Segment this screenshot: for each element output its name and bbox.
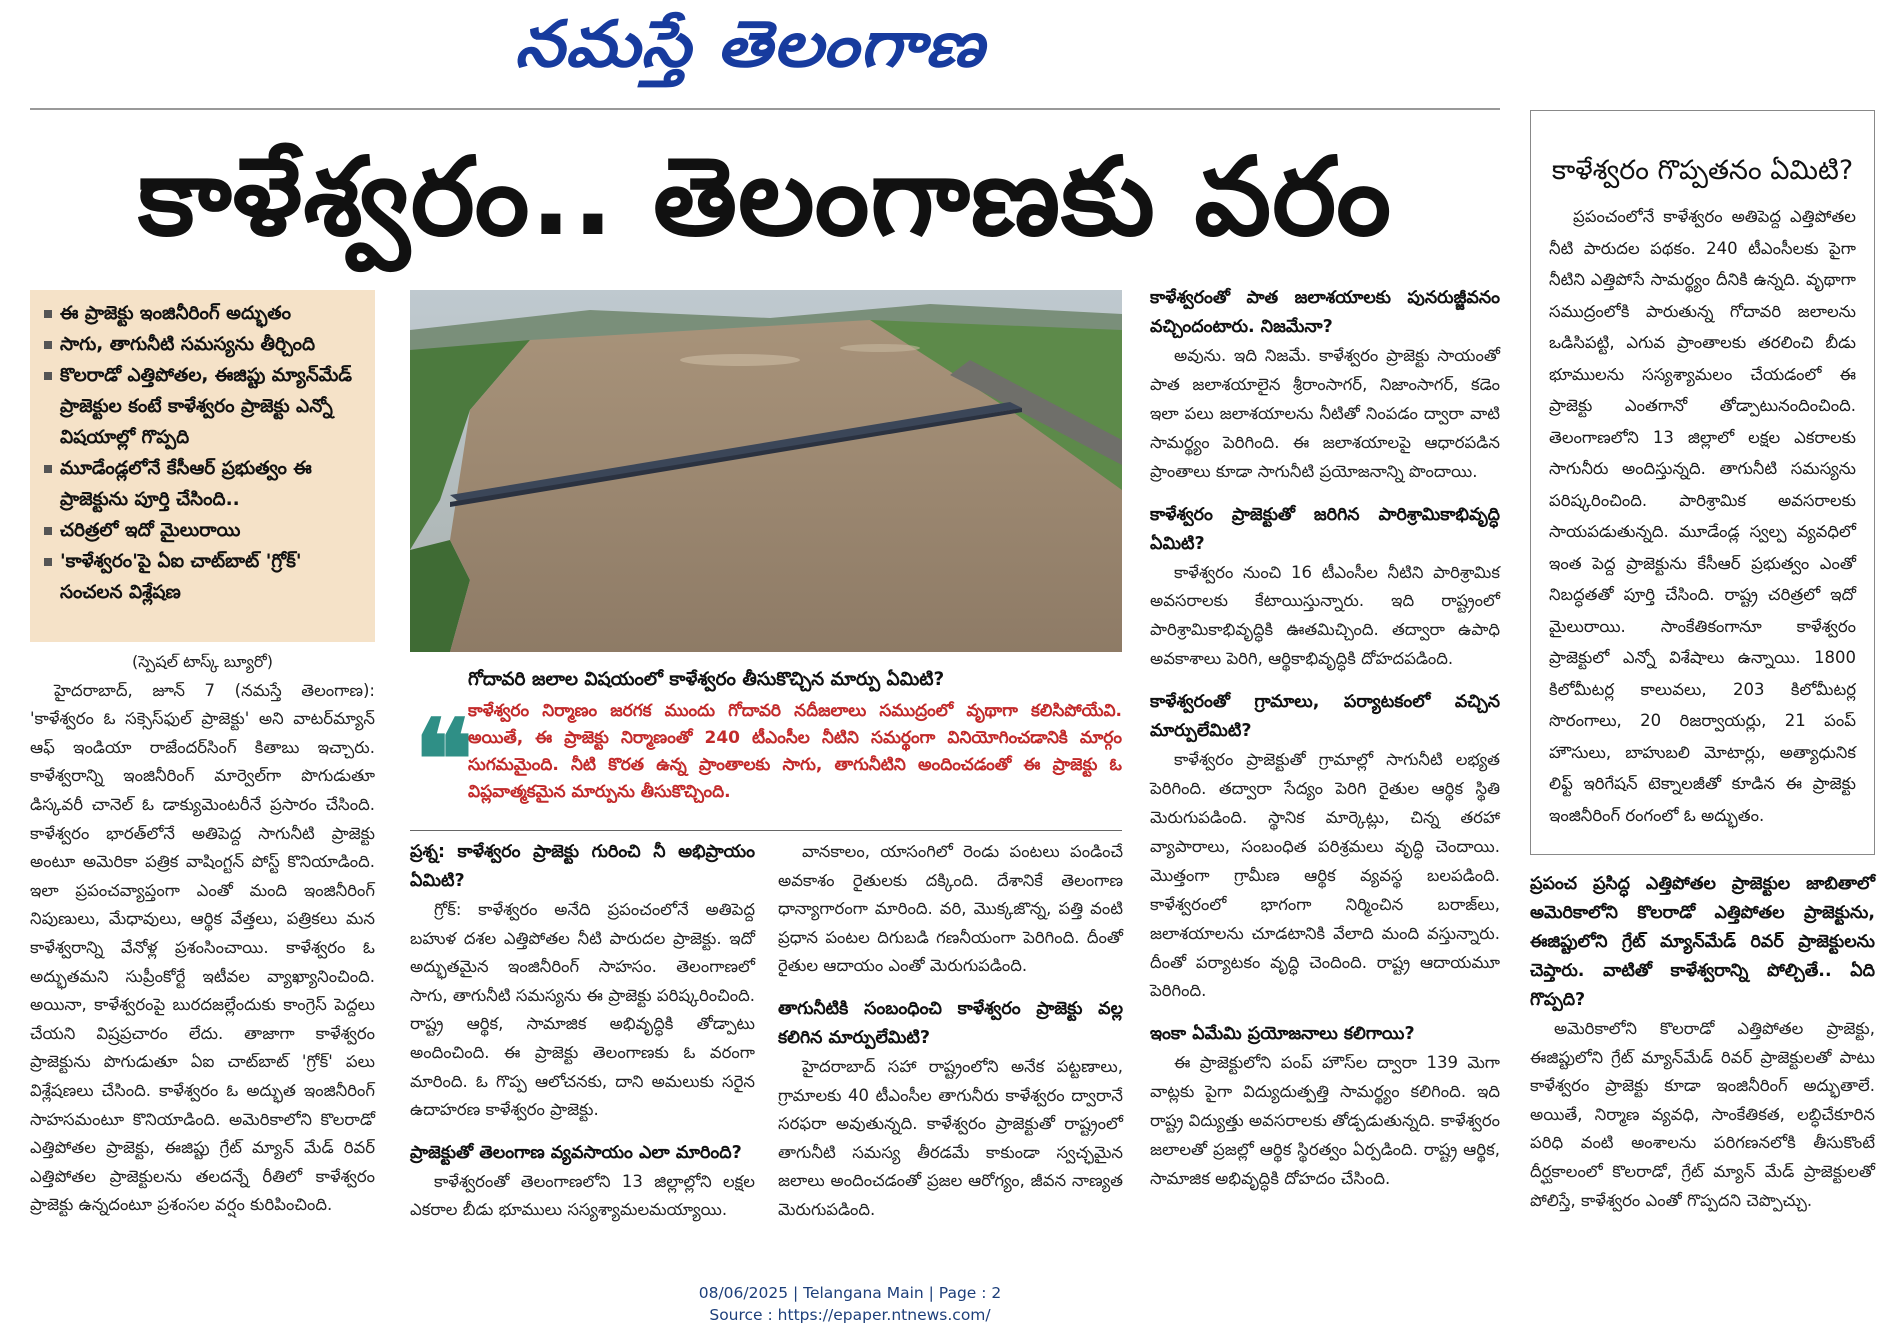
- answer-paragraph: వానకాలం, యాసంగిలో రెండు పంటలు పండించే అవకాశం రైతులకు దక్కింది. దేశానికే తెలంగాణ ధాన్యాగారంగా మారింది. వరి, మొక్కజొన్న, పత్తి వంటి ప్రధాన పంటల దిగుబడి గణనీయంగా పెరిగింది. దీంతో రైతుల ఆదాయం ఎంతో మెరుగుపడింది.: [778, 842, 1123, 976]
- photo-caption: [410, 666, 1122, 826]
- answer-paragraph: ఈ ప్రాజెక్టులోని పంప్ హౌస్‌ల ద్వారా 139 మెగా వాట్లకు పైగా విద్యుదుత్పత్తి సామర్థ్యం కలిగింది. ఇది రాష్ట్ర విద్యుత్తు అవసరాలకు తోడ్పడుతున్నది. కాళేశ్వరం జలాలతో ప్రజల్లో ఆర్థిక స్థిరత్వం ఏర్పడింది. రాష్ట్ర ఆర్థిక, సామాజిక అభివృద్ధికి దోహదం చేసింది.: [1150, 1053, 1500, 1188]
- question-heading: కాళేశ్వరం ప్రాజెక్టుతో జరిగిన పారిశ్రామికాభివృద్ధి ఏమిటి?: [1150, 504, 1500, 554]
- headline: కాళేశ్వరం.. తెలంగాణకు వరం: [138, 135, 1392, 260]
- barrage-photo-illustration: [410, 290, 1122, 652]
- question-heading: ప్రాజెక్టుతో తెలంగాణ వ్యవసాయం ఎలా మారింది?: [410, 1142, 742, 1163]
- question-heading: కాళేశ్వరంతో గ్రామాలు, పర్యాటకంలో వచ్చిన మార్పులేమిటి?: [1150, 692, 1500, 742]
- answer-paragraph: కాళేశ్వరంతో తెలంగాణలోని 13 జిల్లాల్లోని లక్షల ఎకరాల బీడు భూములు సస్యశ్యామలమయ్యాయి.: [410, 1171, 755, 1220]
- answer-paragraph: గ్రోక్: కాళేశ్వరం అనేది ప్రపంచంలోనే అతిపెద్ద బహుళ దశల ఎత్తిపోతల నీటి పారుదల ప్రాజెక్టు. ఇదో అద్భుతమైన ఇంజినీరింగ్ సాహసం. తెలంగాణలో సాగు, తాగునీటి సమస్యను ఈ ప్రాజెక్టు పరిష్కరించింది. రాష్ట్ర ఆర్థిక, సామాజిక అభివృద్ధికి తోడ్పాటు అందించింది. ఈ ప్రాజెక్టు తెలంగాణకు ఓ వరంగా మారింది. ఓ గొప్ప ఆలోచనకు, దాని అమలుకు సరైన ఉదాహరణ కాళేశ్వరం ప్రాజెక్టు.: [410, 900, 755, 1120]
- sidebar-title: కాళేశ్వరం గొప్పతనం ఏమిటి?: [1551, 155, 1854, 186]
- byline: (స్పెషల్ టాస్క్ బ్యూరో): [131, 652, 273, 671]
- answer-paragraph: హైదరాబాద్ సహా రాష్ట్రంలోని అనేక పట్టణాలు, గ్రామాలకు 40 టీఎంసీల తాగునీరు కాళేశ్వరం ద్వారానే సరఫరా అవుతున్నది. కాళేశ్వరం ప్రాజెక్టుతో రాష్ట్రంలో తాగునీటి సమస్య తీరడమే కాకుండా స్వచ్ఛమైన జలాలు అందించడంతో ప్రజల ఆరోగ్యం, జీవన నాణ్యత మెరుగుపడింది.: [778, 1056, 1123, 1219]
- highlight-item: చరిత్రలో ఇదో మైలురాయి: [44, 515, 365, 546]
- masthead: [0, 0, 1500, 100]
- highlight-item: సాగు, తాగునీటి సమస్యను తీర్చింది: [44, 329, 365, 360]
- masthead-logo: నమస్తే తెలంగాణ: [514, 8, 986, 82]
- caption-answer: కాళేశ్వరం నిర్మాణం జరగక ముందు గోదావరి నదీజలాలు సముద్రంలో వృథాగా కలిసిపోయేవి. అయితే, ఈ ప్రాజెక్టు నిర్మాణంతో 240 టీఎంసీల నీటిని సమర్థంగా వినియోగించడానికి మార్గం సుగమమైంది. నీటి కొరత ఉన్న ప్రాంతాలకు సాగు, తాగునీటిని అందించడంతో ఈ ప్రాజెక్టు ఓ విప్లవాత్మకమైన మార్పును తీసుకొచ్చింది.: [468, 701, 1122, 802]
- question-heading: ఇంకా ఏమేమి ప్రయోజనాలు కలిగాయి?: [1150, 1024, 1415, 1045]
- highlights-box: [30, 290, 375, 642]
- sidebar-paragraph: ప్రపంచంలోనే కాళేశ్వరం అతిపెద్ద ఎత్తిపోతల నీటి పారుదల పథకం. 240 టీఎంసీలకు పైగా నీటిని ఎత్తిపోసే సామర్థ్యం దీనికి ఉన్నది. వృథాగా సముద్రంలోకి పారుతున్న గోదావరి జలాలను ఒడిసిపట్టి, ఎగువ ప్రాంతాలకు తరలించి బీడు భూములను సస్యశ్యామలం చేయడంలో ఈ ప్రాజెక్టు ఎంతగానో తోడ్పాటునందించింది. తెలంగాణలోని 13 జిల్లాలో లక్షల ఎకరాలకు సాగునీరు అందిస్తున్నది. తాగునీటి సమస్యను పరిష్కరించింది. పారిశ్రామిక అవసరాలకు సాయపడుతున్నది. మూడేండ్ల స్వల్ప వ్యవధిలో ఇంత పెద్ద ప్రాజెక్టును కేసీఆర్ ప్రభుత్వం ఎంతో నిబద్ధతతో పూర్తి చేసింది. రాష్ట్ర చరిత్రలో ఇదో మైలురాయి. సాంకేతికంగానూ కాళేశ్వరం ప్రాజెక్టులో ఎన్నో విశేషాలు ఉన్నాయి. 1800 కిలోమీటర్ల కాలువలు, 203 కిలోమీటర్ల సొరంగాలు, 20 రిజర్వాయర్లు, 21 పంప్ హౌసులు, బాహుబలి మోటార్లు, అత్యాధునిక లిఫ్ట్ ఇరిగేషన్ టెక్నాలజీతో కూడిన ఈ ప్రాజెక్టు ఇంజినీరింగ్ రంగంలో ఓ అద్భుతం.: [1549, 207, 1856, 825]
- answer-paragraph: అవును. ఇది నిజమే. కాళేశ్వరం ప్రాజెక్టు సాయంతో పాత జలాశయాలైన శ్రీరాంసాగర్, నిజాంసాగర్, కడెం ఇలా పలు జలాశయాలను నీటితో నింపడం ద్వారా వాటి సామర్థ్యం పెరిగింది. ఈ జలాశయాలపై ఆధారపడిన ప్రాంతాలు కూడా సాగునీటి ప్రయోజనాన్ని పొందాయి.: [1150, 346, 1500, 481]
- answer-paragraph: కాళేశ్వరం నుంచి 16 టీఎంసీల నీటిని పారిశ్రామిక అవసరాలకు కేటాయిస్తున్నారు. ఇది రాష్ట్రంలో పారిశ్రామికాభివృద్ధికి ఊతమిచ్చింది. తద్వారా ఉపాధి అవకాశాలు పెరిగి, ఆర్థికాభివృద్ధికి దోహదపడింది.: [1150, 562, 1500, 669]
- highlight-item: కొలరాడో ఎత్తిపోతల, ఈజిప్టు మ్యాన్‌మేడ్ ప్రాజెక్టుల కంటే కాళేశ్వరం ప్రాజెక్టు ఎన్నో విషయాల్లో గొప్పది: [44, 360, 365, 453]
- column-5: [1530, 870, 1875, 1215]
- column-3: [778, 838, 1123, 1225]
- barrage-photo: [410, 290, 1122, 652]
- question-heading: తాగునీటికి సంబంధించి కాళేశ్వరం ప్రాజెక్టు వల్ల కలిగిన మార్పులేమిటి?: [778, 998, 1123, 1048]
- answer-paragraph: అమెరికాలోని కొలరాడో ఎత్తిపోతల ప్రాజెక్టు, ఈజిప్టులోని గ్రేట్ మ్యాన్‌మేడ్ రివర్ ప్రాజెక్టులతో పాటు కాళేశ్వరం ప్రాజెక్టు కూడా ఇంజినీరింగ్ అద్భుతాలే. అయితే, నిర్మాణ వ్యవధి, సాంకేతికత, లబ్ధిచేకూరిన పరిధి వంటి అంశాలను పరిగణనలోకి తీసుకొంటే దీర్ఘకాలంలో కొలరాడో, గ్రేట్ మ్యాన్ మేడ్ ప్రాజెక్టులతో పోలిస్తే, కాళేశ్వరం ఎంతో గొప్పదని చెప్పొచ్చు.: [1530, 1019, 1875, 1210]
- question-heading: కాళేశ్వరంతో పాత జలాశయాలకు పునరుజ్జీవనం వచ్చిందంటారు. నిజమేనా?: [1150, 288, 1500, 337]
- quote-icon: ❝: [414, 695, 474, 824]
- sidebar-box: [1530, 110, 1875, 855]
- question-heading: ప్రశ్న: కాళేశ్వరం ప్రాజెక్టు గురించి నీ అభిప్రాయం ఏమిటి?: [410, 842, 755, 891]
- highlight-item: 'కాళేశ్వరం'పై ఏఐ చాట్‌బాట్ 'గ్రోక్' సంచలన విశ్లేషణ: [44, 546, 365, 608]
- column-4: [1150, 284, 1500, 1194]
- footer-source: Source : https://epaper.ntnews.com/: [709, 1306, 991, 1324]
- highlight-item: మూడేండ్లలోనే కేసీఆర్ ప్రభుత్వం ఈ ప్రాజెక్టును పూర్తి చేసింది..: [44, 453, 365, 515]
- highlight-item: ఈ ప్రాజెక్టు ఇంజినీరింగ్ అద్భుతం: [44, 298, 365, 329]
- top-rule: [30, 108, 1500, 110]
- column-1: [30, 648, 375, 1220]
- footer: [600, 1282, 1100, 1326]
- divider: [410, 830, 1122, 831]
- intro-paragraph: హైదరాబాద్, జూన్ 7 (నమస్తే తెలంగాణ): 'కాళేశ్వరం ఓ సక్సెస్‌ఫుల్ ప్రాజెక్టు' అని వాటర్‌మ్యాన్ ఆఫ్ ఇండియా రాజేందర్‌సింగ్ కితాబు ఇచ్చారు. కాళేశ్వరాన్ని ఇంజినీరింగ్ మార్వెల్‌గా పొగుడుతూ డిస్కవరీ చానెల్ ఓ డాక్యుమెంటరీనే ప్రసారం చేసింది. కాళేశ్వరం భారత్‌లోనే అతిపెద్ద సాగునీటి ప్రాజెక్టు అంటూ అమెరికా పత్రిక వాషింగ్టన్ పోస్ట్ కొనియాడింది. ఇలా ప్రపంచవ్యాప్తంగా ఎంతో మంది ఇంజినీరింగ్ నిపుణులు, మేధావులు, ఆర్థిక వేత్తలు, పత్రికలు మన కాళేశ్వరాన్ని వేనోళ్ల ప్రశంసించాయి. కాళేశ్వరం ఓ అద్భుతమని సుప్రీంకోర్టే ఇటీవల వ్యాఖ్యానించింది. అయినా, కాళేశ్వరంపై బురదజల్లేందుకు కాంగ్రెస్ పెద్దలు చేయని విష్రప్రచారం లేదు. తాజాగా కాళేశ్వరం ప్రాజెక్టును పొగుడుతూ ఏఐ చాట్‌బాట్ 'గ్రోక్' పలు విశ్లేషణలు చేసింది. కాళేశ్వరం ఓ అద్భుత ఇంజినీరింగ్ సాహసమంటూ కొనియాడింది. అమెరికాలోని కొలరాడో ఎత్తిపోతల ప్రాజెక్టు, ఈజిప్టు గ్రేట్ మ్యాన్ మేడ్ రివర్ ఎత్తిపోతల ప్రాజెక్టులను తలదన్నే రీతిలో కాళేశ్వరం ప్రాజెక్టు ఉన్నదంటూ ప్రశంసల వర్షం కురిపించింది.: [30, 680, 375, 1215]
- question-heading: ప్రపంచ ప్రసిద్ధ ఎత్తిపోతల ప్రాజెక్టుల జాబితాలో అమెరికాలోని కొలరాడో ఎత్తిపోతల ప్రాజెక్టును, ఈజిప్టులోని గ్రేట్ మ్యాన్‌మేడ్ రివర్ ప్రాజెక్టులను చెప్తారు. వాటితో కాళేశ్వరాన్ని పోల్చితే.. ఏది గొప్పది?: [1530, 874, 1875, 1010]
- caption-question: గోదావరి జలాల విషయంలో కాళేశ్వరం తీసుకొచ్చిన మార్పు ఏమిటి?: [468, 669, 945, 690]
- answer-paragraph: కాళేశ్వరం ప్రాజెక్టుతో గ్రామాల్లో సాగునీటి లభ్యత పెరిగింది. తద్వారా సేద్యం పెరిగి రైతుల ఆర్థిక స్థితి మెరుగుపడింది. స్థానిక మార్కెట్లు, చిన్న తరహా వ్యాపారాలు, సంబంధిత పరిశ్రమలు వృద్ధి చెందాయి. మొత్తంగా గ్రామీణ ఆర్థిక వ్యవస్థ బలపడింది. కాళేశ్వరంలో భాగంగా నిర్మించిన బరాజ్‌లు, జలాశయాలను చూడటానికి వేలాది మంది వస్తున్నారు. దీంతో పర్యాటకం వృద్ధి చెందింది. రాష్ట్ర ఆదాయమూ పెరిగింది.: [1150, 750, 1500, 1001]
- footer-date-page: 08/06/2025 | Telangana Main | Page : 2: [698, 1284, 1002, 1302]
- column-2: [410, 838, 755, 1225]
